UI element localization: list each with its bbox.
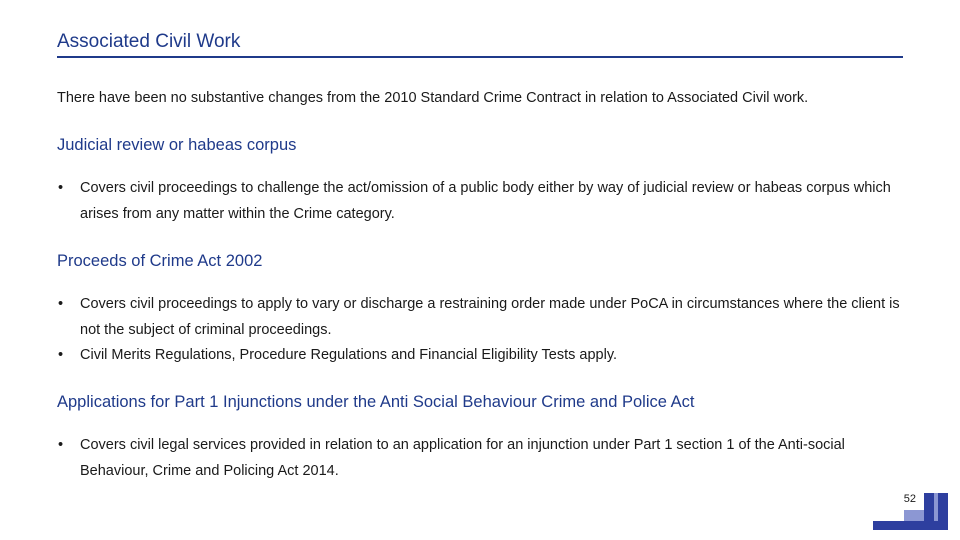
bullet-item: [57, 432, 905, 484]
section-heading-judicial-review: Judicial review or habeas corpus: [57, 136, 297, 154]
bullet-text: Covers civil proceedings to apply to vary or discharge a restraining order made under PoCA in circumstances where the client is not the subject of criminal proceedings.: [80, 296, 900, 338]
slide-title: Associated Civil Work: [57, 31, 241, 52]
stair-step-top: [938, 493, 948, 521]
stair-step-light: [904, 510, 924, 521]
section-heading-part-1-injunctions: Applications for Part 1 Injunctions under the Anti Social Behaviour Crime and Police Act: [57, 393, 695, 411]
title-underline: [57, 56, 903, 58]
bullet-point-icon: •: [58, 347, 64, 363]
intro-paragraph: There have been no substantive changes from the 2010 Standard Crime Contract in relation to Associated Civil work.: [57, 90, 809, 106]
bullet-item: [57, 342, 905, 368]
bullet-point-icon: •: [58, 296, 64, 312]
bullet-point-icon: •: [58, 180, 64, 196]
bullet-item: [57, 291, 905, 343]
section-heading-proceeds-of-crime: Proceeds of Crime Act 2002: [57, 252, 263, 270]
bullet-point-icon: •: [58, 437, 64, 453]
bullet-text: Covers civil proceedings to challenge the act/omission of a public body either by way of judicial review or habeas corpus which arises from any matter within the Crime category.: [80, 180, 891, 222]
bullet-text: Covers civil legal services provided in relation to an application for an injunction under Part 1 section 1 of the Anti-social Behaviour, Crime and Policing Act 2014.: [80, 437, 845, 479]
bullet-item: [57, 175, 905, 227]
stair-step-middle: [924, 493, 934, 521]
stair-step-bottom: [873, 521, 948, 530]
page-number: 52: [903, 493, 916, 505]
bullet-text: Civil Merits Regulations, Procedure Regulations and Financial Eligibility Tests apply.: [80, 347, 618, 363]
